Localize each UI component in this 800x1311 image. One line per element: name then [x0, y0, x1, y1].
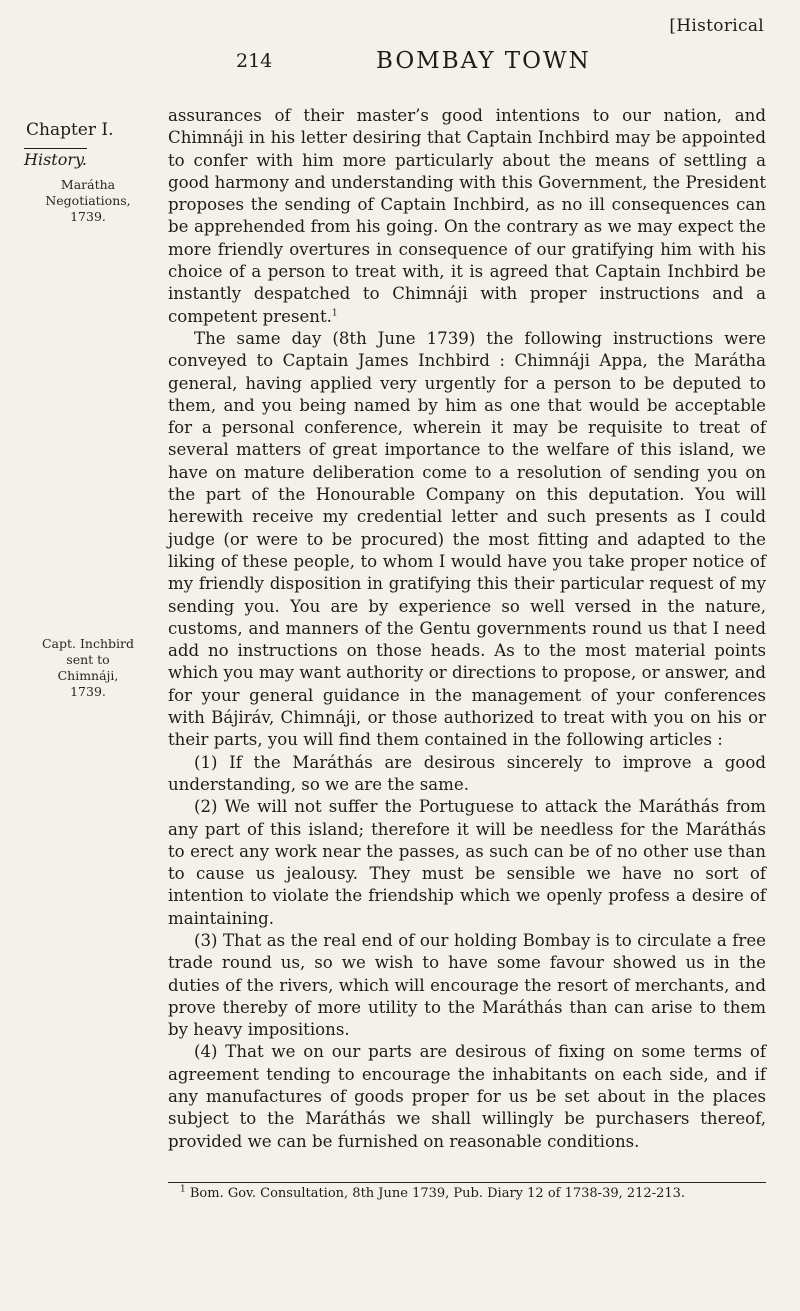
main-text — [168, 105, 766, 1153]
article-4: (4) That we on our parts are desirous of fixing on some terms of agreement tending to encourage the inhabitants on each side, and if any manufactures of goods proper for us be set about in the places subject to the Maráthás we shall willingly be purchasers thereof, provided we can be furnished on reasonable conditions. — [168, 1042, 766, 1151]
footnote-rule — [168, 1182, 766, 1183]
article-2: (2) We will not suffer the Portuguese to attack the Maráthás from any part of this island; therefore it will be needless for the Maráthás to erect any work near the passes, as such can be of no other use than to cause us jealousy. They must be sensible we have no sort of intention to violate the friendship which we openly profess a desire of maintaining. — [168, 797, 766, 928]
margin-note-negotiations: Marátha Negotiations, 1739. — [45, 177, 131, 224]
footnote: $^1$ Bom. Gov. Consultation, 8th June 1739, Pub. Diary 12 of 1738-39, 212-213. — [180, 1184, 686, 1201]
paragraph: The same day (8th June 1739) the following instructions were conveyed to Captain James Inchbird : Chimnáji Appa, the Marátha general, having applied very urgently for a person to be deputed to them, and you being named by him as one that would be acceptable for a personal conference, wherein it may be requisite to treat of several matters of great importance to the welfare of this island, we have on mature deliberation come to a resolution of sending you on the part of the Honourable Company on this deputation. You will herewith receive my credential letter and such presents as I could judge (or were to be procured) the most fitting and adapted to the liking of these people, to whom I would have you take proper notice of my friendly disposition in gratifying this their particular request of my sending you. You are by experience so well versed in the nature, customs, and manners of the Gentu governments round us that I need add no instructions on those heads. As to the most material points which you may want authority or directions to propose, or answer, and for your general guidance in the management of your conferences with Bájiráv, Chimnáji, or those authorized to treat with you on his or their parts, you will find them contained in the following articles : — [168, 328, 766, 750]
page-title: BOMBAY TOWN — [376, 48, 591, 74]
running-head: [Historical — [669, 16, 764, 36]
paragraph: assurances of their master’s good intentions to our nation, and Chimnáji in his letter desiring that Captain Inchbird may be appointed to confer with him more particularly about the means of settling a good harmony and understanding with this Government, the President proposes the sending of Captain Inchbird, as no ill consequences can be apprehended from his going. On the contrary as we may expect the more friendly overtures in consequence of our gratifying him with his choice of a person to treat with, it is agreed that Captain Inchbird be instantly despatched to Chimnáji with proper instructions and a competent present.$^1$ — [168, 106, 766, 326]
chapter-label: Chapter I. — [26, 120, 114, 140]
margin-note-inchbird: Capt. Inchbird sent to Chimnáji, 1739. — [41, 636, 134, 699]
article-3: (3) That as the real end of our holding Bombay is to circulate a free trade round us, so we wish to have some favour showed us in the duties of the rivers, which will encourage the resort of merchants, and prove thereby of more utility to the Maráthás than can arise to them by heavy impositions. — [168, 930, 766, 1040]
article-1: (1) If the Maráthás are desirous sincerely to improve a good understanding, so we are the same. — [168, 752, 766, 794]
page-number: 214 — [236, 50, 273, 72]
margin-notes — [24, 120, 152, 699]
footnote-mark: 1 — [331, 308, 338, 319]
section-label: History. — [24, 150, 87, 169]
